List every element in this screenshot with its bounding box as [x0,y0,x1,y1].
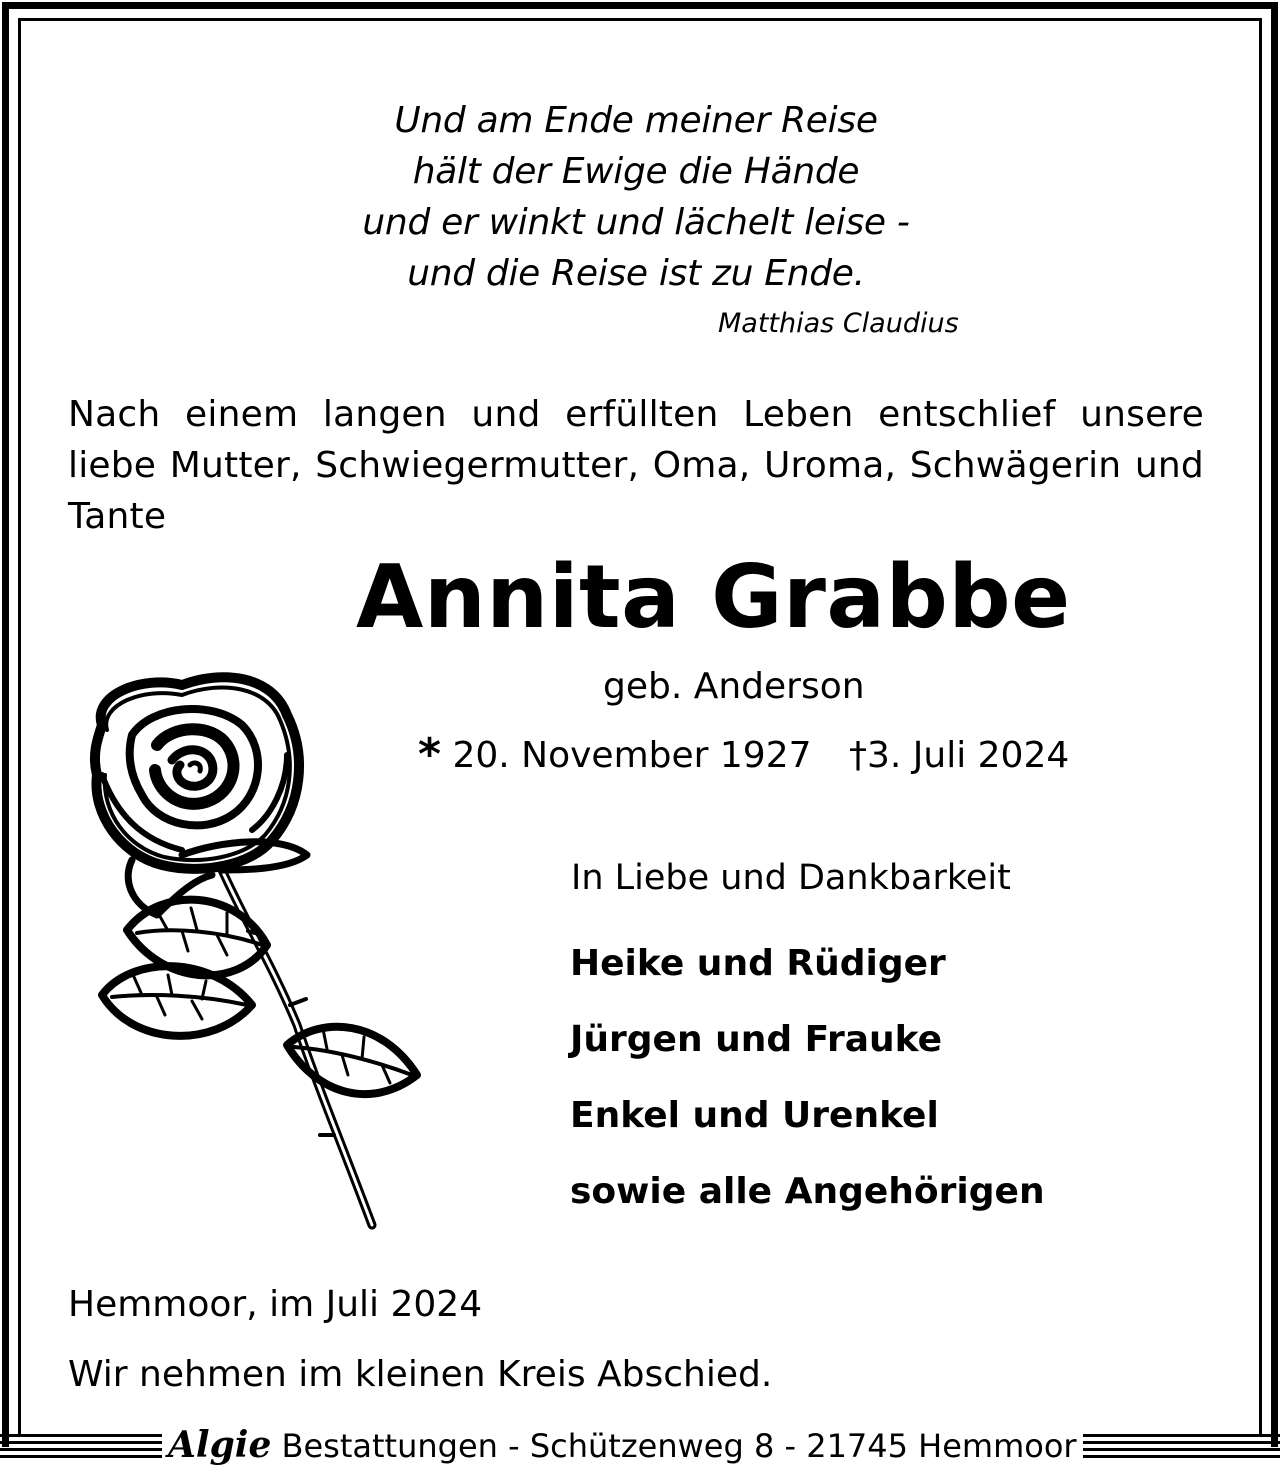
place-date: Hemmoor, im Juli 2024 [68,1284,483,1325]
footer [0,1424,1280,1466]
birth-date: 20. November 1927 [452,735,812,776]
death-date: 3. Juli 2024 [866,735,1070,776]
poem [0,95,1272,299]
poem-line: und er winkt und lächelt leise - [362,202,910,243]
rose-icon [72,665,422,1235]
poem-line: und die Reise ist zu Ende. [407,253,865,294]
birth-symbol: * [418,729,442,780]
poem-line: hält der Ewige die Hände [412,151,860,192]
gratitude-line: In Liebe und Dankbarkeit [571,858,1011,898]
family-line: Jürgen und Frauke [570,1019,943,1060]
funeral-home-logo: Algie [168,1424,272,1466]
funeral-home-line [162,1424,1083,1466]
maiden-name: geb. Anderson [603,666,865,707]
family-line: sowie alle Angehörigen [570,1171,1045,1212]
deceased-name: Annita Grabbe [356,546,1071,648]
family-list [570,943,1045,1247]
intro-text: Nach einem langen und erfüllten Leben entschlief unsere liebe Mutter, Schwiegermutter, Oma, Uroma, Schwägerin und Tante [68,394,1204,537]
family-line: Heike und Rüdiger [570,943,946,984]
poem-line: Und am Ende meiner Reise [394,100,878,141]
death-symbol: † [848,735,867,776]
funeral-home-address: Bestattungen - Schützenweg 8 - 21745 Hemmoor [281,1427,1077,1465]
poem-author: Matthias Claudius [718,308,959,339]
life-dates [418,727,1069,778]
farewell-note: Wir nehmen im kleinen Kreis Abschied. [68,1354,773,1395]
family-line: Enkel und Urenkel [570,1095,939,1136]
